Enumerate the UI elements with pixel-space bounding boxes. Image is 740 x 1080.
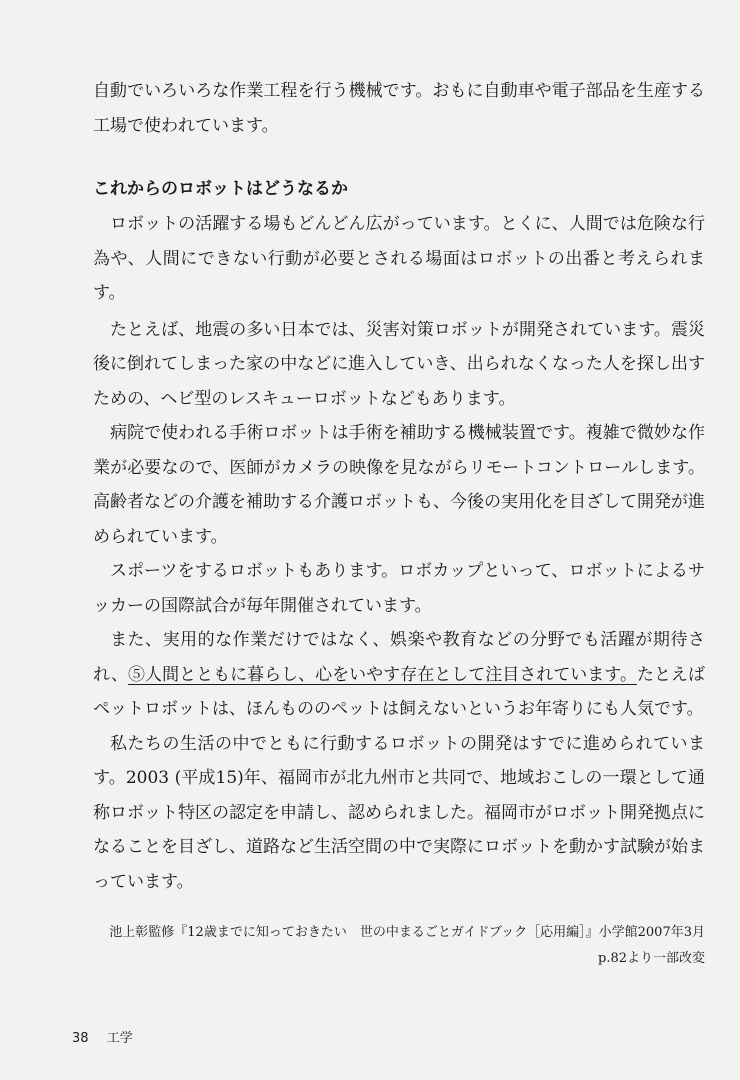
citation-line: 池上彰監修『12歳までに知っておきたい 世の中まるごとガイドブック［応用編］』小学館2007年3月 [109,925,705,940]
body-paragraph: 病院で使われる手術ロボットは手術を補助する機械装置です。複雑で微妙な作業が必要なので、医師がカメラの映像を見ながらリモートコントロールします。高齢者などの介護を補助する介護ロボットも、今後の実用化を目ざして開発が進められています。 [93,423,705,547]
citation-line: p.82より一部改変 [598,951,705,966]
paragraph-text: たとえばペットロボットは、ほんもののペットは飼えないというお年寄りにも人気です。 [93,664,705,719]
paragraph-text: また、実用的な作業だけではなく、娯楽や教育などの分野でも活躍が期待され、 [93,630,705,685]
page-footer [72,1030,147,1048]
body-paragraph: 私たちの生活の中でともに行動するロボットの開発はすでに進められています。2003 (平成15)年、福岡市が北九州市と共同で、地域おこしの一環として通称ロボット特区の認定を申請し、認められました。福岡市がロボット開発拠点になることを目ざし、道路など生活空間の中で実際にロボットを動かす試験が始まっています。 [93,733,705,892]
body-paragraph-with-underline [93,623,705,727]
section-heading: これからのロボットはどうなるか [93,179,348,199]
section-body [93,207,705,899]
page-number: 38 [72,1031,89,1046]
body-paragraph: たとえば、地震の多い日本では、災害対策ロボットが開発されています。震災後に倒れてしまった家の中などに進入していき、出られなくなった人を探し出すための、ヘビ型のレスキューロボットなどもあります。 [93,319,705,409]
intro-paragraph: 自動でいろいろな作業工程を行う機械です。おもに自動車や電子部品を生産する工場で使われています。 [93,81,705,136]
underlined-phrase: ⑤人間とともに暮らし、心をいやす存在として注目されています。 [128,664,637,685]
intro-text [93,74,705,143]
section-label: 工学 [106,1031,133,1046]
body-paragraph: ロボットの活躍する場もどんどん広がっています。とくに、人間では危険な行為や、人間にできない行動が必要とされる場面はロボットの出番と考えられます。 [93,214,705,303]
body-paragraph: スポーツをするロボットもあります。ロボカップといって、ロボットによるサッカーの国際試合が毎年開催されています。 [93,561,705,616]
source-citation [65,920,705,972]
